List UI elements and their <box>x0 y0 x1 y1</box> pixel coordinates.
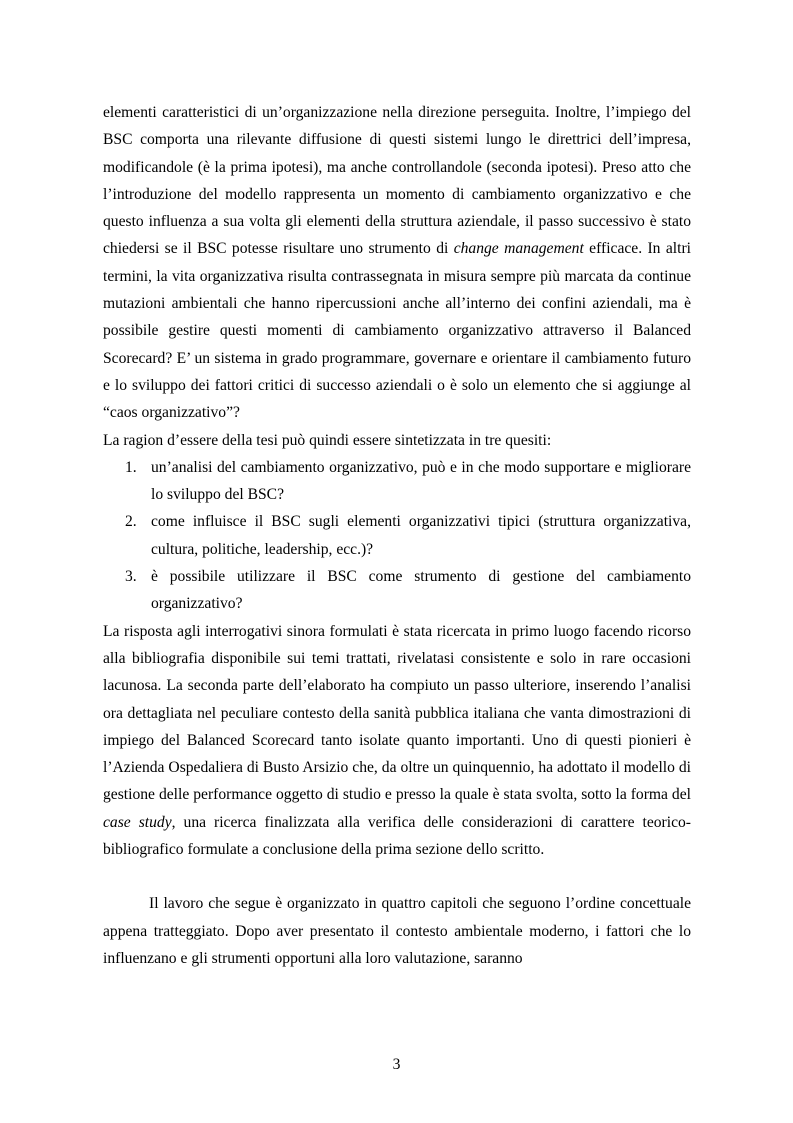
paragraph-hypotheses <box>103 99 691 427</box>
list-number: 3. <box>125 568 137 586</box>
questions-list <box>103 454 691 618</box>
list-item-text: è possibile utilizzare il BSC come strumento di gestione del cambiamento organizzativo? <box>151 568 691 613</box>
list-item-text: come influisce il BSC sugli elementi organizzativi tipici (struttura organizzativa, cultura, politiche, leadership, ecc.)? <box>151 513 691 558</box>
list-item <box>103 454 691 509</box>
list-item-text: un’analisi del cambiamento organizzativo, può e in che modo supportare e migliorare lo sviluppo del BSC? <box>151 458 691 504</box>
emphasis-term: change management <box>453 240 584 258</box>
list-item <box>103 508 691 563</box>
list-number: 1. <box>125 458 137 476</box>
page-number: 3 <box>392 1056 401 1073</box>
paragraph-methodology <box>103 618 691 864</box>
emphasis-term: case study <box>103 813 172 831</box>
paragraph-intro-questions: La ragion d’essere della tesi può quindi essere sintetizzata in tre quesiti: <box>103 431 552 449</box>
paragraph-text: elementi caratteristici di un’organizzazione nella direzione perseguita. Inoltre, l’impiego del BSC comporta una rilevante diffusione di questi sistemi lungo le direttrici dell’impresa, modificandole (è la prima ipotesi), ma anche controllandole (seconda ipotesi). Preso atto che l’introduzione del modello rappresenta un momento di cambiamento organizzativo e che questo influenza a sua volta gli elementi della struttura aziendale, il passo successivo è stato chiedersi se il BSC potesse risultare uno strumento di <box>103 104 691 258</box>
paragraph-structure: Il lavoro che segue è organizzato in quattro capitoli che seguono l’ordine concettuale appena tratteggiato. Dopo aver presentato il contesto ambientale moderno, i fattori che lo influenzano e gli strumenti opportuni alla loro valutazione, saranno <box>103 895 691 967</box>
document-body <box>103 99 691 972</box>
paragraph-text: efficace. In altri termini, la vita organizzativa risulta contrassegnata in misura sempre più marcata da continue mutazioni ambientali che hanno ripercussioni anche all’interno dei confini aziendali, ma è possibile gestire questi momenti di cambiamento organizzativo attraverso il Balanced Scorecard? E’ un sistema in grado programmare, governare e orientare il cambiamento futuro e lo sviluppo dei fattori critici di successo aziendali o è solo un elemento che si aggiunge al “caos organizzativo”? <box>103 240 691 422</box>
list-number: 2. <box>125 513 137 531</box>
paragraph-text: La risposta agli interrogativi sinora formulati è stata ricercata in primo luogo facendo ricorso alla bibliografia disponibile sui temi trattati, rivelatasi consistente e solo in rare occasioni lacunosa. La seconda parte dell’elaborato ha compiuto un passo ulteriore, inserendo l’analisi ora dettagliata nel peculiare contesto della sanità pubblica italiana che vanta dimostrazioni di impiego del Balanced Scorecard tanto isolate quanto importanti. Uno di questi pionieri è l’Azienda Ospedaliera di Busto Arsizio che, da oltre un quinquennio, ha adottato il modello di gestione delle performance oggetto di studio e presso la quale è stata svolta, sotto la forma del <box>103 622 691 804</box>
list-item <box>103 563 691 618</box>
paragraph-text: , una ricerca finalizzata alla verifica delle considerazioni di carattere teorico-bibliografico formulate a conclusione della prima sezione dello scritto. <box>103 813 691 859</box>
